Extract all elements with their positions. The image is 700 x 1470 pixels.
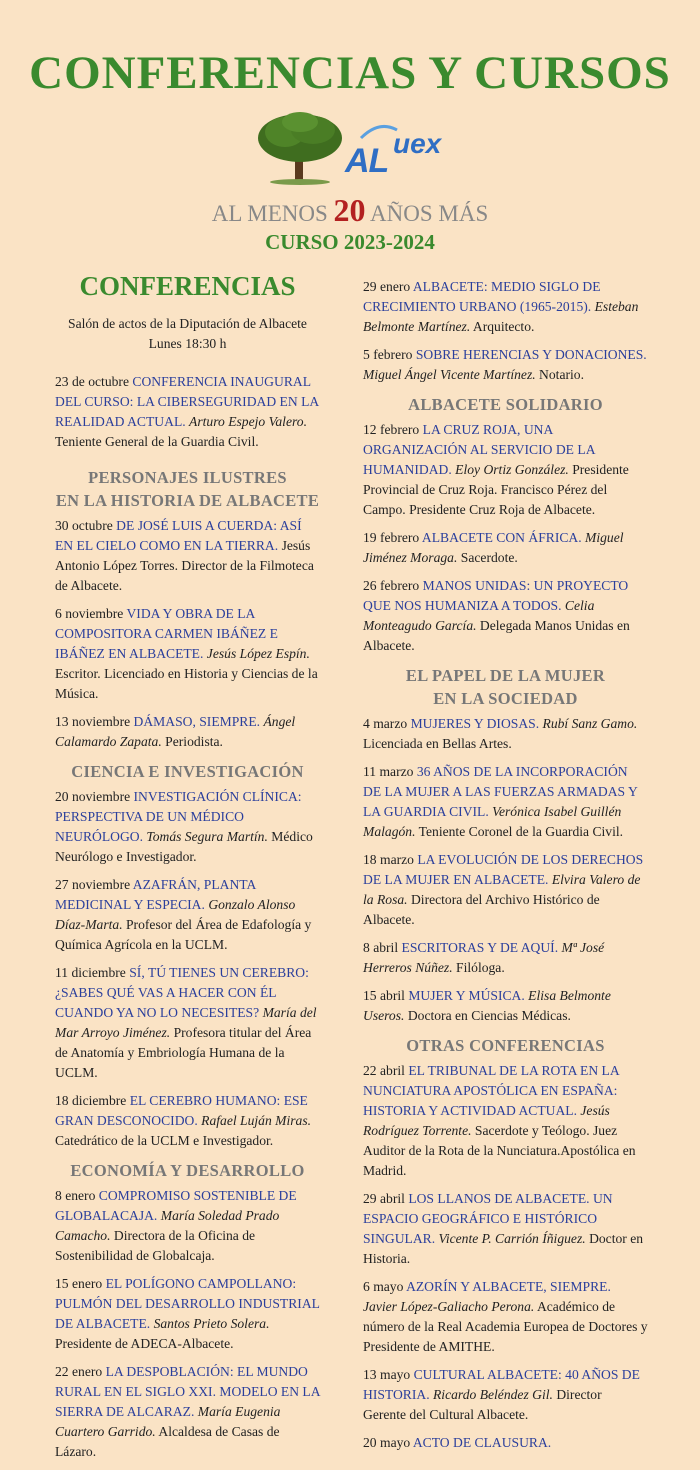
event-role: Directora de la Oficina de Sostenibilidad de Globalcaja.: [55, 1228, 256, 1263]
event-date: 18 diciembre: [55, 1093, 127, 1108]
event-date: 30 octubre: [55, 518, 113, 533]
event-date: 5 febrero: [363, 347, 413, 362]
event-title: AZAFRÁN, PLANTA MEDICINAL Y ESPECIA.: [55, 877, 256, 912]
event-role: Filóloga.: [456, 960, 505, 975]
event-role: Periodista.: [165, 734, 223, 749]
event-speaker: Santos Prieto Solera.: [153, 1316, 270, 1331]
event-role: Catedrático de la UCLM e Investigador.: [55, 1133, 274, 1148]
event-item: [55, 516, 320, 596]
event-date: 23 de octubre: [55, 374, 129, 389]
event-role: Sacerdote y Teólogo. Juez Auditor de la Rota de la Nunciatura.Apostólica en Madrid.: [363, 1123, 636, 1178]
event-speaker: Jesús López Espín.: [206, 646, 310, 661]
event-title: AZORÍN Y ALBACETE, SIEMPRE.: [406, 1279, 611, 1294]
event-speaker: Javier López-Galiacho Perona.: [363, 1299, 535, 1314]
event-item: [55, 712, 320, 752]
event-date: 6 mayo: [363, 1279, 404, 1294]
event-date: 8 abril: [363, 940, 399, 955]
event-title: CONFERENCIA INAUGURAL DEL CURSO: LA CIBERSEGURIDAD EN LA REALIDAD ACTUAL.: [55, 374, 319, 429]
event-speaker: Miguel Jiménez Moraga.: [363, 530, 624, 565]
event-item: [363, 1189, 648, 1269]
event-item: [55, 1274, 320, 1354]
event-role: Arquitecto.: [472, 319, 535, 334]
event-title: ESCRITORAS Y DE AQUÍ.: [401, 940, 559, 955]
event-speaker: Jesús Rodríguez Torrente.: [363, 1103, 610, 1138]
section-heading-line: EN LA HISTORIA DE ALBACETE: [55, 491, 320, 510]
section-heading: [55, 466, 320, 512]
event-title: LA DESPOBLACIÓN: EL MUNDO RURAL EN EL SIGLO XXI. MODELO EN LA SIERRA DE ALCARAZ.: [55, 1364, 320, 1419]
event-item: [363, 1365, 648, 1425]
course-label: CURSO 2023-2024: [265, 230, 435, 254]
venue-line: Salón de actos de la Diputación de Albacete: [68, 316, 307, 331]
event-role: Académico de número de la Real Academia Europea de Doctores y Presidente de AMITHE.: [363, 1299, 648, 1354]
section-heading: OTRAS CONFERENCIAS: [406, 1036, 605, 1055]
event-title: ALBACETE: MEDIO SIGLO DE CRECIMIENTO URBANO (1965-2015).: [363, 279, 601, 314]
event-role: Presidente de ADECA-Albacete.: [55, 1336, 234, 1351]
venue: [55, 314, 320, 354]
event-title: MANOS UNIDAS: UN PROYECTO QUE NOS HUMANIZA A TODOS.: [363, 578, 629, 613]
event-title: MUJER Y MÚSICA.: [408, 988, 525, 1003]
event-item: [363, 528, 648, 568]
event-speaker: Elvira Valero de la Rosa.: [363, 872, 641, 907]
event-title: VIDA Y OBRA DE LA COMPOSITORA CARMEN IBÁÑEZ E IBÁÑEZ EN ALBACETE.: [55, 606, 278, 661]
event-role: Notario.: [539, 367, 584, 382]
event-speaker: Celia Monteagudo García.: [363, 598, 595, 633]
event-title: EL TRIBUNAL DE LA ROTA EN LA NUNCIATURA APOSTÓLICA EN ESPAÑA: HISTORIA Y ACTIVIDAD ACTUAL.: [363, 1063, 619, 1118]
event-speaker: Elisa Belmonte Useros.: [363, 988, 611, 1023]
event-role: Sacerdote.: [460, 550, 518, 565]
event-item: [55, 1362, 320, 1462]
event-role: Médico Neurólogo e Investigador.: [55, 829, 313, 864]
event-speaker: Esteban Belmonte Martínez.: [363, 299, 639, 334]
event-title: MUJERES Y DIOSAS.: [410, 716, 540, 731]
conferences-heading: CONFERENCIAS: [79, 271, 296, 301]
event-title: LA EVOLUCIÓN DE LOS DERECHOS DE LA MUJER EN ALBACETE.: [363, 852, 644, 887]
section-heading: ALBACETE SOLIDARIO: [408, 395, 603, 414]
section-heading: [363, 664, 648, 710]
event-role: Teniente Coronel de la Guardia Civil.: [418, 824, 624, 839]
event-role: Licenciada en Bellas Artes.: [363, 736, 512, 751]
event-date: 29 enero: [363, 279, 411, 294]
section-heading-line: EN LA SOCIEDAD: [433, 689, 578, 708]
left-column: [55, 272, 320, 1470]
event-role: Delegada Manos Unidas en Albacete.: [363, 618, 630, 653]
event-date: 27 noviembre: [55, 877, 131, 892]
event-speaker: María Soledad Prado Camacho.: [55, 1208, 280, 1243]
event-role: Profesora titular del Área de Anatomía y Embriología Humana de la UCLM.: [55, 1025, 312, 1080]
event-date: 13 noviembre: [55, 714, 131, 729]
event-item: [363, 420, 648, 520]
event-speaker: Tomás Segura Martín.: [146, 829, 268, 844]
event-title: DÁMASO, SIEMPRE.: [133, 714, 261, 729]
event-role: Doctora en Ciencias Médicas.: [407, 1008, 571, 1023]
event-role: Escritor. Licenciado en Historia y Ciencias de la Música.: [55, 666, 318, 701]
event-date: 29 abril: [363, 1191, 405, 1206]
event-title: EL POLÍGONO CAMPOLLANO: PULMÓN DEL DESARROLLO INDUSTRIAL DE ALBACETE.: [55, 1276, 320, 1331]
right-column: [363, 277, 648, 1461]
tagline-number: 20: [333, 192, 366, 228]
event-date: 13 mayo: [363, 1367, 411, 1382]
event-item: [55, 875, 320, 955]
section-heading: CIENCIA E INVESTIGACIÓN: [71, 762, 304, 781]
event-date: 12 febrero: [363, 422, 420, 437]
tagline-b: AÑOS MÁS: [370, 201, 489, 226]
event-title: ALBACETE CON ÁFRICA.: [421, 530, 582, 545]
event-item: [363, 714, 648, 754]
event-item: [55, 1091, 320, 1151]
event-title: 36 AÑOS DE LA INCORPORACIÓN DE LA MUJER A LAS FUERZAS ARMADAS Y LA GUARDIA CIVIL.: [363, 764, 638, 819]
event-date: 6 noviembre: [55, 606, 124, 621]
event-item: [55, 1186, 320, 1266]
event-role: Directora del Archivo Histórico de Albacete.: [363, 892, 600, 927]
event-item: [55, 963, 320, 1083]
event-item: [363, 762, 648, 842]
event-date: 22 abril: [363, 1063, 405, 1078]
event-title: LA CRUZ ROJA, UNA ORGANIZACIÓN AL SERVICIO DE LA HUMANIDAD.: [363, 422, 595, 477]
event-speaker: Verónica Isabel Guillén Malagón.: [363, 804, 622, 839]
event-speaker: Ángel Calamardo Zapata.: [55, 714, 296, 749]
event-speaker: Eloy Ortiz González.: [455, 462, 569, 477]
tree-icon: [255, 110, 345, 185]
tagline-a: AL MENOS: [211, 201, 328, 226]
event-item: [363, 938, 648, 978]
event-item: [363, 576, 648, 656]
event-date: 15 enero: [55, 1276, 103, 1291]
event-role: Presidente Provincial de Cruz Roja. Francisco Pérez del Campo. Presidente Cruz Roja de Albacete.: [363, 462, 629, 517]
logo-text-al: AL: [345, 142, 389, 180]
event-role: Alcaldesa de Casas de Lázaro.: [55, 1424, 280, 1459]
event-item: [55, 604, 320, 704]
event-role: Director Gerente del Cultural Albacete.: [363, 1387, 602, 1422]
event-item: [363, 1277, 648, 1357]
event-date: 11 marzo: [363, 764, 414, 779]
event-speaker: Ricardo Beléndez Gil.: [433, 1387, 553, 1402]
event-speaker: María del Mar Arroyo Jiménez.: [55, 1005, 317, 1040]
logo-text-uex: uex: [393, 128, 442, 159]
section-heading: ECONOMÍA Y DESARROLLO: [70, 1161, 305, 1180]
event-role: Teniente General de la Guardia Civil.: [55, 434, 259, 449]
event-title: SÍ, TÚ TIENES UN CEREBRO: ¿SABES QUÉ VAS A HACER CON ÉL CUANDO YA NO LO NECESITES?: [55, 965, 309, 1020]
event-title: SOBRE HERENCIAS Y DONACIONES.: [415, 347, 647, 362]
event-date: 20 mayo: [363, 1435, 411, 1450]
event-role: Jesús Antonio López Torres. Director de la Filmoteca de Albacete.: [55, 538, 314, 593]
event-date: 19 febrero: [363, 530, 420, 545]
aluex-logo: [0, 110, 700, 185]
section-heading-line: EL PAPEL DE LA MUJER: [405, 666, 606, 685]
event-item: [363, 1061, 648, 1181]
event-date: 20 noviembre: [55, 789, 131, 804]
event-item: [363, 277, 648, 337]
event-role: Profesor del Área de Edafología y Química Agrícola en la UCLM.: [55, 917, 312, 952]
event-date: 8 enero: [55, 1188, 96, 1203]
event-title: LOS LLANOS DE ALBACETE. UN ESPACIO GEOGRÁFICO E HISTÓRICO SINGULAR.: [363, 1191, 613, 1246]
event-item: [363, 345, 648, 385]
event-speaker: María Eugenia Cuartero Garrido.: [55, 1404, 281, 1439]
event-date: 15 abril: [363, 988, 405, 1003]
event-date: 11 diciembre: [55, 965, 126, 980]
venue-time: Lunes 18:30 h: [148, 336, 227, 351]
event-title: CULTURAL ALBACETE: 40 AÑOS DE HISTORIA.: [363, 1367, 640, 1402]
event-item: [363, 850, 648, 930]
event-title: COMPROMISO SOSTENIBLE DE GLOBALACAJA.: [55, 1188, 297, 1223]
event-speaker: Miguel Ángel Vicente Martínez.: [363, 367, 536, 382]
event-item: [363, 986, 648, 1026]
tagline: [0, 192, 700, 229]
event-date: 4 marzo: [363, 716, 408, 731]
event-role: Doctor en Historia.: [363, 1231, 644, 1266]
section-heading-line: PERSONAJES ILUSTRES: [88, 468, 287, 487]
event-speaker: Gonzalo Alonso Díaz-Marta.: [55, 897, 296, 932]
event-date: 18 marzo: [363, 852, 414, 867]
event-item: [363, 1433, 648, 1453]
event-item: [55, 787, 320, 867]
page-title: CONFERENCIAS Y CURSOS: [29, 47, 671, 99]
event-speaker: Arturo Espejo Valero.: [189, 414, 307, 429]
event-speaker: Rubí Sanz Gamo.: [542, 716, 638, 731]
event-title: INVESTIGACIÓN CLÍNICA: PERSPECTIVA DE UN MÉDICO NEURÓLOGO.: [55, 789, 302, 844]
event-date: 26 febrero: [363, 578, 420, 593]
event-item: [55, 372, 320, 452]
event-speaker: Mª José Herreros Núñez.: [363, 940, 605, 975]
event-speaker: Vicente P. Carrión Íñiguez.: [438, 1231, 586, 1246]
event-title: DE JOSÉ LUIS A CUERDA: ASÍ EN EL CIELO COMO EN LA TIERRA.: [55, 518, 302, 553]
event-date: 22 enero: [55, 1364, 103, 1379]
event-speaker: Rafael Luján Miras.: [201, 1113, 312, 1128]
event-title: EL CEREBRO HUMANO: ESE GRAN DESCONOCIDO.: [55, 1093, 308, 1128]
event-title: ACTO DE CLAUSURA.: [412, 1435, 552, 1450]
